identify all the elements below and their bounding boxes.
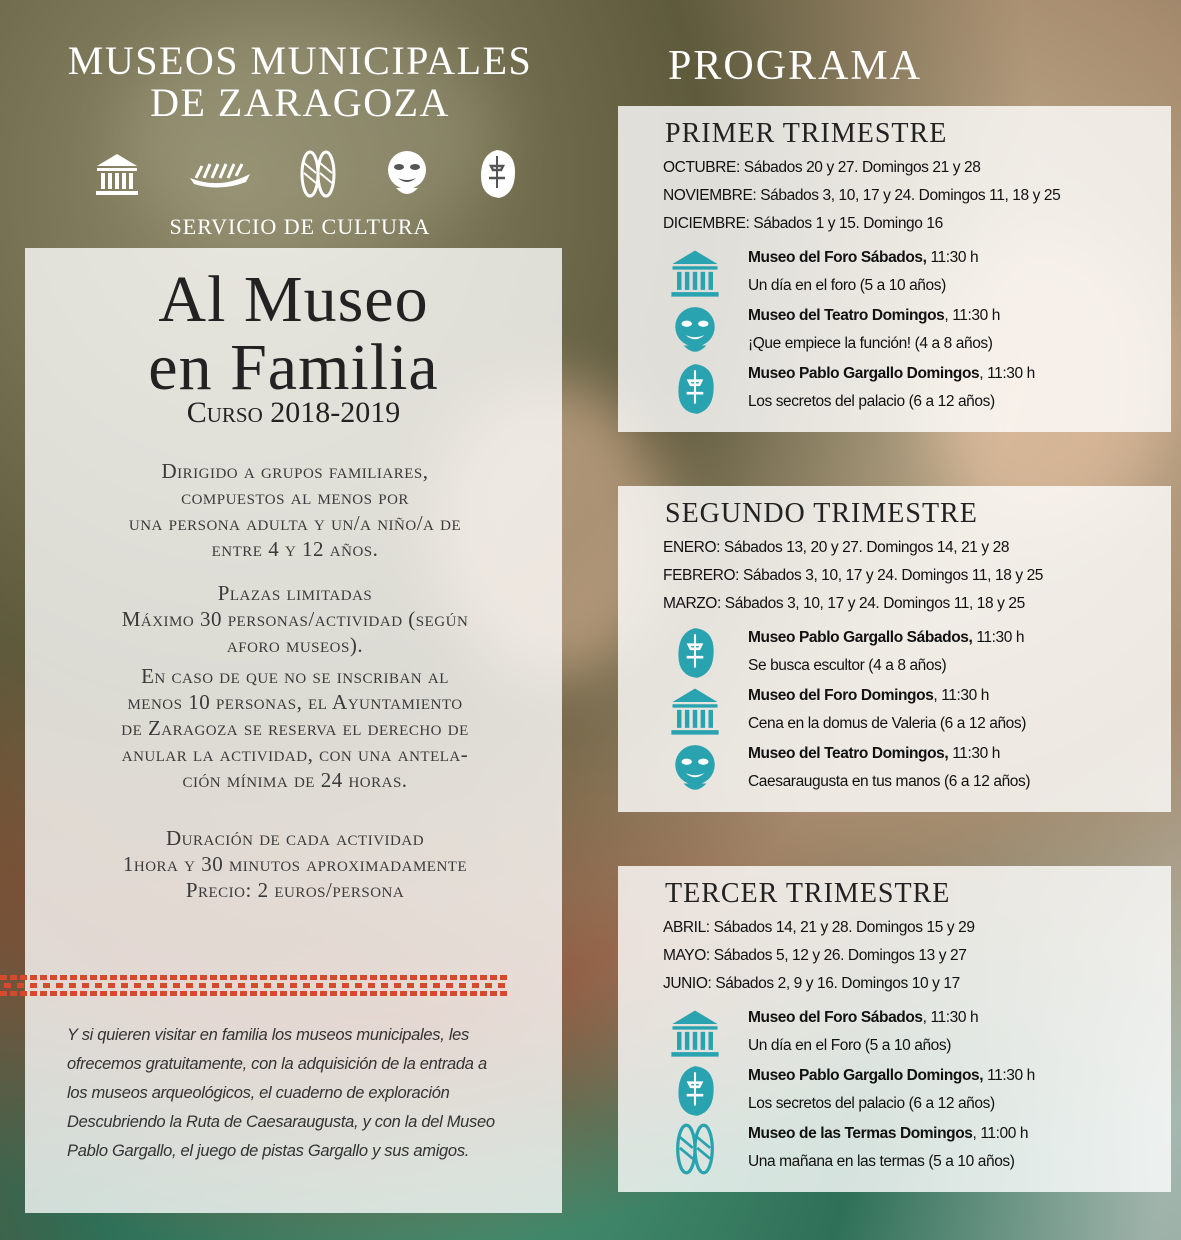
- activity-item: [668, 1004, 1168, 1062]
- activity-time: , 11:30 h: [922, 1009, 979, 1026]
- museum-building-icon: [93, 150, 141, 198]
- theatre-mask-icon: [668, 742, 722, 796]
- activity-museum: Museo del Foro Sábados,: [748, 249, 927, 266]
- trimester-dates: ABRIL: Sábados 14, 21 y 28. Domingos 15 y 29 MAYO: Sábados 5, 12 y 26. Domingos 13 y 27 JUNIO: Sábados 2, 9 y 16. Domingos 10 y 17: [663, 919, 975, 992]
- trimester-dates: OCTUBRE: Sábados 20 y 27. Domingos 21 y 28 NOVIEMBRE: Sábados 3, 10, 17 y 24. Domingos 11, 18 y 25 DICIEMBRE: Sábados 1 y 15. Domingo 16: [663, 159, 1061, 232]
- trimester-title: PRIMER TRIMESTRE: [665, 118, 948, 149]
- activity-item: [668, 302, 1168, 360]
- theatre-mask-icon: [384, 148, 430, 200]
- cancellation-paragraph: En caso de que no se inscriban al menos 10 personas, el Ayuntamiento de Zaragoza se reserva el derecho de anular la actividad, con una antela- ción mínima de 24 horas.: [121, 664, 469, 792]
- trimester-title: TERCER TRIMESTRE: [665, 878, 951, 909]
- roman-ship-icon: [188, 156, 252, 192]
- activity-time: , 11:30 h: [944, 307, 1000, 324]
- activity-time: , 11:30 h: [979, 365, 1035, 382]
- free-materials-note: Y si quieren visitar en familia los museos municipales, les ofrecemos gratuitamente, con la adquisición de la entrada a los museos arqueológicos, el cuaderno de exploración Descubriendo la Ruta de Caesaraugusta, y con la del Museo Pablo Gargallo, el juego de pistas Gargallo y sus amigos.: [67, 1026, 495, 1160]
- activity-description: Un día en el Foro (5 a 10 años): [748, 1037, 952, 1054]
- duration-price-paragraph: Duración de cada actividad 1hora y 30 minutos aproximadamente Precio: 2 euros/persona: [122, 826, 468, 902]
- museum-building-icon: [668, 246, 722, 300]
- activity-item: [668, 244, 1168, 302]
- activity-item: [668, 360, 1168, 418]
- main-title: Al Museo en Familia: [148, 263, 439, 404]
- activity-item: [668, 624, 1168, 682]
- activity-description: ¡Que empiece la función! (4 a 8 años): [748, 335, 993, 352]
- activity-description: Un día en el foro (5 a 10 años): [748, 277, 946, 294]
- activity-time: 11:30 h: [926, 249, 979, 266]
- activity-museum: Museo del Foro Domingos: [748, 687, 934, 704]
- activity-item: [668, 682, 1168, 740]
- trimester-box: [618, 486, 1171, 812]
- activity-time: , 11:30 h: [933, 687, 989, 704]
- activity-time: 11:30 h: [948, 745, 1000, 762]
- activity-museum: Museo Pablo Gargallo Domingos: [748, 365, 980, 382]
- decorative-dots-divider: [0, 975, 510, 997]
- course-year: Curso 2018-2019: [186, 396, 401, 429]
- program-title: PROGRAMA: [668, 43, 923, 89]
- audience-paragraph: Dirigido a grupos familiares, compuestos al menos por una persona adulta y un/a niño/a de entre 4 y 12 años.: [128, 459, 462, 561]
- museum-building-icon: [668, 1006, 722, 1060]
- museum-building-icon: [668, 684, 722, 738]
- activity-item: [668, 1120, 1168, 1178]
- sculpture-face-icon: [668, 362, 722, 416]
- sculpture-face-icon: [668, 1064, 722, 1118]
- activity-museum: Museo del Teatro Domingos: [748, 307, 945, 324]
- activity-description: Los secretos del palacio (6 a 12 años): [748, 1095, 995, 1112]
- service-subtitle: SERVICIO DE CULTURA: [169, 214, 431, 239]
- sandals-icon: [299, 149, 337, 199]
- trimester-box: [618, 106, 1171, 432]
- activity-museum: Museo Pablo Gargallo Sábados,: [748, 629, 973, 646]
- activity-time: 11:30 h: [983, 1067, 1035, 1084]
- activity-museum: Museo Pablo Gargallo Domingos,: [748, 1067, 984, 1084]
- institution-title: MUSEOS MUNICIPALES DE ZARAGOZA: [67, 38, 533, 125]
- activity-museum: Museo del Foro Sábados: [748, 1009, 923, 1026]
- trimester-box: [618, 866, 1171, 1192]
- activity-museum: Museo de las Termas Domingos: [748, 1125, 973, 1142]
- museum-icons-row: [70, 146, 540, 202]
- activity-description: Una mañana en las termas (5 a 10 años): [748, 1153, 1015, 1170]
- activity-item: [668, 740, 1168, 798]
- header: [40, 40, 560, 240]
- sandals-icon: [668, 1122, 722, 1176]
- activity-time: 11:30 h: [972, 629, 1025, 646]
- activity-museum: Museo del Teatro Domingos,: [748, 745, 949, 762]
- trimester-dates: ENERO: Sábados 13, 20 y 27. Domingos 14, 21 y 28 FEBRERO: Sábados 3, 10, 17 y 24. Domingos 11, 18 y 25 MARZO: Sábados 3, 10, 17 y 24. Domingos 11, 18 y 25: [663, 539, 1044, 612]
- sculpture-face-icon: [668, 626, 722, 680]
- sculpture-face-icon: [477, 148, 517, 200]
- trimester-title: SEGUNDO TRIMESTRE: [665, 498, 978, 529]
- info-panel: [25, 248, 562, 1213]
- activity-item: [668, 1062, 1168, 1120]
- activity-description: Cena en la domus de Valeria (6 a 12 años): [748, 715, 1026, 732]
- activity-description: Los secretos del palacio (6 a 12 años): [748, 393, 995, 410]
- places-paragraph: Plazas limitadas Máximo 30 personas/actividad (según aforo museos).: [121, 581, 469, 657]
- activity-time: , 11:00 h: [972, 1125, 1029, 1142]
- activity-description: Se busca escultor (4 a 8 años): [748, 657, 947, 674]
- theatre-mask-icon: [668, 304, 722, 358]
- activity-description: Caesaraugusta en tus manos (6 a 12 años): [748, 773, 1031, 790]
